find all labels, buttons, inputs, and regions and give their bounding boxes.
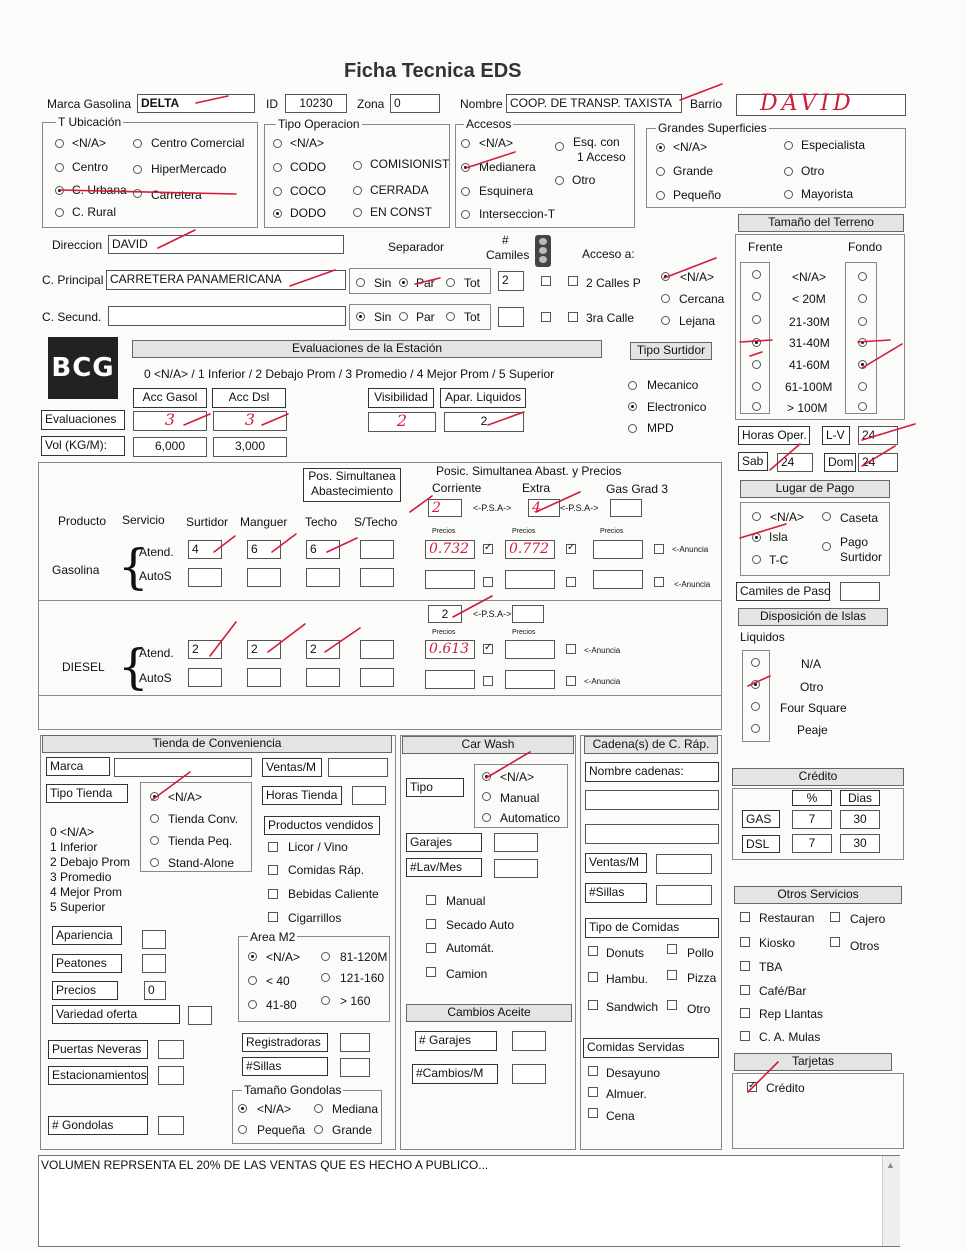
surtidor-electronico-label: Electronico	[647, 400, 707, 414]
pago-isla-label: Isla	[769, 530, 788, 544]
apariencia-label: Apariencia	[52, 926, 122, 945]
separador-label: Separador	[388, 240, 445, 254]
variedad-label: Variedad oferta	[52, 1005, 180, 1024]
horas-sab-input[interactable]: 24	[777, 453, 813, 472]
cadena-title: Cadena(s) de C. Ráp.	[584, 736, 718, 754]
tienda-marca-label: Marca	[46, 757, 110, 776]
gs-pequeno-label: Pequeño	[673, 188, 722, 202]
terreno-row-40: 31-40M	[789, 336, 830, 350]
camiles-paso-label: Camiles de Paso	[736, 582, 830, 601]
otros-llantas-label: Rep Llantas	[759, 1007, 824, 1021]
acceso-cercana-label: Cercana	[679, 292, 725, 306]
peatones-label: Peatones	[52, 954, 122, 973]
gas-atend-techo[interactable]: 6	[306, 540, 340, 559]
servidas-desayuno-label: Desayuno	[606, 1066, 661, 1080]
operacion-dodo-label: DODO	[290, 206, 326, 220]
terreno-row-more: > 100M	[787, 401, 828, 415]
c-secund-label: C. Secund.	[42, 310, 102, 324]
precios-label: Precios	[52, 981, 118, 1000]
comida-pizza-label: Pizza	[687, 971, 717, 985]
area-41-label: 41-80	[266, 998, 297, 1012]
servidas-cena-label: Cena	[606, 1109, 635, 1123]
tienda-stand-label: Stand-Alone	[168, 856, 235, 870]
credito-title: Crédito	[732, 768, 904, 786]
gondolas-label: # Gondolas	[48, 1116, 148, 1135]
gs-otro-label: Otro	[801, 164, 825, 178]
gond-mediana-label: Mediana	[332, 1102, 379, 1116]
accesos-1acceso-label: 1 Acceso	[577, 150, 626, 164]
gas-precios-label1: Precios	[432, 528, 456, 535]
gasolina-brace: {	[118, 539, 149, 595]
carwash-na-label: <N/A>	[500, 770, 535, 784]
accesos-esq-label: Esq. con	[573, 135, 620, 149]
pago-caseta-label: Caseta	[840, 511, 879, 525]
tipo-tienda-label: Tipo Tienda	[46, 784, 128, 803]
posic-label: Posic. Simultanea Abast. y Precios	[436, 464, 622, 478]
area-na-label: <N/A>	[266, 950, 301, 964]
carwash-auto-label: Automatico	[500, 811, 561, 825]
gas-precio-corriente[interactable]: 0.732	[425, 540, 475, 559]
gs-na-label: <N/A>	[673, 140, 708, 154]
carwash-manual-check-label: Manual	[446, 894, 486, 908]
credito-gas-label: GAS	[742, 810, 780, 828]
extra-label: Extra	[522, 481, 551, 495]
zona-input[interactable]: 0	[390, 94, 440, 113]
pago-tc-label: T-C	[769, 553, 789, 567]
disp-four-label: Four Square	[780, 701, 847, 715]
id-label: ID	[266, 97, 278, 111]
credito-dias-label: Dias	[840, 790, 880, 806]
otros-cajero-label: Cajero	[850, 912, 886, 926]
tipo-comidas-label: Tipo de Comidas	[585, 918, 719, 938]
dsl-atend-techo[interactable]: 2	[306, 640, 340, 659]
horas-tienda-label: Horas Tienda	[262, 786, 342, 805]
cadena-sillas-label: #Sillas	[585, 883, 647, 903]
camiles-hash-label: #	[502, 233, 509, 247]
dsl-precios-label1: Precios	[432, 629, 456, 636]
c-principal-2calles-label: 2 Calles P	[586, 276, 641, 290]
terreno-frente-label: Frente	[748, 240, 783, 254]
terreno-row-20: < 20M	[792, 292, 826, 306]
gond-pequena-label: Pequeña	[257, 1123, 306, 1137]
gond-na-label: <N/A>	[257, 1102, 292, 1116]
acceso-na-label: <N/A>	[680, 270, 715, 284]
gond-grande-label: Grande	[332, 1123, 373, 1137]
gas-autos-anuncia-label: <-Anuncia	[674, 580, 711, 589]
tienda-scale-4: 4 Mejor Prom	[50, 885, 123, 899]
dsl-pos-input[interactable]: 2	[428, 605, 462, 623]
disp-na-label: N/A	[801, 657, 822, 671]
comida-donuts-label: Donuts	[606, 946, 645, 960]
otros-mulas-label: C. A. Mulas	[759, 1030, 821, 1044]
scroll-up-icon[interactable]: ▲	[886, 1160, 895, 1170]
operacion-comisionist-label: COMISIONIST	[370, 157, 450, 171]
credito-pct-label: %	[792, 790, 832, 806]
c-principal-par-label: Par	[416, 276, 435, 290]
accesos-esquinera-label: Esquinera	[479, 184, 534, 198]
operacion-enconst-label: EN CONST	[370, 205, 433, 219]
zona-label: Zona	[357, 97, 385, 111]
tienda-title: Tienda de Conveniencia	[42, 735, 392, 753]
cambios-title: Cambios Aceite	[406, 1004, 572, 1022]
surtidor-mecanico-label: Mecanico	[647, 378, 699, 392]
horas-dom-label: Dom	[824, 453, 856, 472]
visibilidad-label: Visibilidad	[368, 388, 434, 408]
dsl-psa-label: <-P.S.A->	[473, 609, 512, 619]
gas-anuncia-label: <-Anuncia	[672, 545, 709, 554]
prod-comidas-label: Comidas Ráp.	[288, 863, 365, 877]
diesel-brace: {	[118, 639, 149, 695]
pago-surtidor-label: Surtidor	[840, 550, 883, 564]
lugar-pago-title: Lugar de Pago	[740, 480, 890, 498]
comidas-servidas-label: Comidas Servidas	[583, 1038, 719, 1058]
surtidor-title: Tipo Surtidor	[630, 342, 712, 360]
credito-gas-pct[interactable]: 7	[792, 810, 832, 829]
disposicion-liquidos-label: Liquidos	[740, 630, 785, 644]
carwash-garajes-label: Garajes	[406, 833, 482, 852]
gas-precios-label3: Precios	[600, 528, 624, 535]
gas-atend-manguer[interactable]: 6	[247, 540, 281, 559]
tienda-scale-0: 0 <N/A>	[50, 825, 95, 839]
c-principal-sin-label: Sin	[374, 276, 392, 290]
area-40-label: < 40	[266, 974, 290, 988]
page-title: Ficha Tecnica EDS	[344, 60, 522, 82]
carwash-secado-label: Secado Auto	[446, 918, 515, 932]
comida-otro-label: Otro	[687, 1002, 711, 1016]
horas-oper-label: Horas Oper.	[738, 426, 810, 445]
ubicacion-hiper-label: HiperMercado	[151, 162, 227, 176]
accesos-otro-label: Otro	[572, 173, 596, 187]
barrio-label: Barrio	[690, 97, 723, 111]
ubicacion-urbana-label: C. Urbana	[72, 183, 127, 197]
gas-precios-label2: Precios	[512, 528, 536, 535]
eval-dsl-input[interactable]: 3	[213, 411, 287, 431]
c-principal-input[interactable]: CARRETERA PANAMERICANA	[106, 270, 346, 290]
dsl-autos-label: AutoS	[139, 671, 172, 685]
terreno-row-100: 61-100M	[785, 380, 833, 394]
ubicacion-title: T Ubicación	[58, 115, 122, 129]
estacionamientos-label: Estacionamientos	[48, 1066, 148, 1085]
credito-dsl-dias[interactable]: 30	[840, 834, 880, 853]
notes-text: VOLUMEN REPRSENTA EL 20% DE LAS VENTAS QUE ES HECHO A PUBLICO...	[41, 1158, 489, 1172]
operacion-coco-label: COCO	[290, 184, 326, 198]
col-surtidor: Surtidor	[186, 515, 229, 529]
prod-cigarrillos-label: Cigarrillos	[288, 911, 342, 925]
c-secund-sin-label: Sin	[374, 310, 392, 324]
disposicion-title: Disposición de Islas	[738, 608, 888, 626]
prod-licor-label: Licor / Vino	[288, 840, 348, 854]
cambios-cambios-label: #Cambios/M	[412, 1064, 498, 1084]
terreno-row-30: 21-30M	[789, 315, 830, 329]
credito-dsl-pct[interactable]: 7	[792, 834, 832, 853]
tienda-scale-1: 1 Inferior	[50, 840, 98, 854]
evaluaciones-title: Evaluaciones de la Estación	[132, 340, 602, 358]
ubicacion-carretera-label: Carretera	[151, 188, 202, 202]
accesos-medianera-label: Medianera	[479, 160, 536, 174]
camiles-label: Camiles	[486, 248, 530, 262]
tarjetas-credito-label: Crédito	[766, 1081, 805, 1095]
disp-peaje-label: Peaje	[797, 723, 828, 737]
gs-especialista-label: Especialista	[801, 138, 866, 152]
dsl-precios-label2: Precios	[512, 629, 536, 636]
diesel-label: DIESEL	[62, 660, 105, 674]
marca-input[interactable]: DELTA	[137, 94, 255, 113]
dsl-atend-manguer[interactable]: 2	[247, 640, 281, 659]
sillas-label: #Sillas	[242, 1057, 328, 1076]
productos-vendidos-label: Productos vendidos	[264, 816, 380, 835]
terreno-title: Tamaño del Terreno	[738, 214, 904, 232]
col-producto: Producto	[58, 514, 107, 528]
tipo-operacion-title: Tipo Operacion	[278, 117, 360, 131]
carwash-title: Car Wash	[402, 736, 574, 754]
dsl-autos-anuncia-label: <-Anuncia	[584, 677, 621, 686]
terreno-row-60: 41-60M	[789, 358, 830, 372]
ubicacion-centro-label: Centro	[72, 160, 109, 174]
area-81-label: 81-120M	[340, 950, 388, 964]
gas-precio-extra[interactable]: 0.772	[505, 540, 555, 559]
c-principal-label: C. Principal	[42, 273, 104, 287]
acc-dsl-label: Acc Dsl	[212, 388, 286, 408]
tienda-na-label: <N/A>	[168, 790, 203, 804]
pos-label-line2: Abastecimiento	[310, 484, 394, 498]
gas-pos-corriente-input[interactable]: 2	[428, 499, 462, 517]
carwash-camion-label: Camion	[446, 967, 488, 981]
dsl-atend-label: Atend.	[139, 646, 174, 660]
c-principal-tot-label: Tot	[464, 276, 481, 290]
accesos-na-label: <N/A>	[479, 136, 514, 150]
gs-mayorista-label: Mayorista	[801, 187, 854, 201]
accesos-title: Accesos	[466, 117, 512, 131]
dsl-anuncia-label: <-Anuncia	[584, 646, 621, 655]
servidas-almuer-label: Almuer.	[606, 1087, 647, 1101]
c-secund-tot-label: Tot	[464, 310, 481, 324]
tienda-scale-3: 3 Promedio	[50, 870, 112, 884]
eval-vis-input[interactable]: 2	[368, 412, 436, 432]
tam-gondolas-title: Tamaño Gondolas	[244, 1083, 342, 1097]
gasolina-label: Gasolina	[52, 563, 100, 577]
pago-na-label: <N/A>	[770, 510, 805, 524]
cadena-ventas-label: Ventas/M	[585, 853, 647, 873]
operacion-codo-label: CODO	[290, 160, 326, 174]
id-input[interactable]: 10230	[285, 94, 347, 113]
ubicacion-rural-label: C. Rural	[72, 205, 117, 219]
carwash-tipo-label: Tipo	[406, 778, 464, 797]
gas-pos-extra-input[interactable]: 4	[528, 499, 560, 517]
barrio-handwritten: DAVID	[760, 91, 855, 116]
gas-psa-label2: <-P.S.A->	[560, 503, 599, 513]
operacion-cerrada-label: CERRADA	[370, 183, 429, 197]
terreno-fondo-label: Fondo	[848, 240, 883, 254]
terreno-row-na: <N/A>	[792, 270, 827, 284]
direccion-input[interactable]: DAVID	[108, 235, 344, 254]
cadena-nombre-label: Nombre cadenas:	[585, 762, 719, 782]
tienda-scale-2: 2 Debajo Prom	[50, 855, 131, 869]
col-techo: Techo	[305, 515, 338, 529]
corriente-label: Corriente	[432, 481, 482, 495]
disp-otro-label: Otro	[800, 680, 824, 694]
horas-sab-label: Sab	[738, 452, 768, 471]
col-servicio: Servicio	[122, 513, 165, 527]
marca-label: Marca Gasolina	[47, 97, 132, 111]
col-stecho: S/Techo	[354, 515, 398, 529]
otros-tba-label: TBA	[759, 960, 783, 974]
eval-gasol-input[interactable]: 3	[133, 411, 207, 431]
vol-gasol-input[interactable]: 6,000	[133, 437, 207, 457]
ubicacion-cc-label: Centro Comercial	[151, 136, 245, 150]
grandes-superficies-title: Grandes Superficies	[658, 121, 767, 135]
evaluaciones-scale: 0 <N/A> / 1 Inferior / 2 Debajo Prom / 3 Promedio / 4 Mejor Prom / 5 Superior	[144, 367, 555, 381]
comida-hambu-label: Hambu.	[606, 972, 649, 986]
gas-psa-label1: <-P.S.A->	[473, 503, 512, 513]
operacion-na-label: <N/A>	[290, 136, 325, 150]
direccion-label: Direccion	[52, 238, 103, 252]
nombre-input[interactable]: COOP. DE TRANSP. TAXISTA	[506, 94, 682, 113]
acc-gasol-label: Acc Gasol	[133, 388, 207, 408]
prod-bebidas-label: Bebidas Caliente	[288, 887, 379, 901]
carwash-manual-label: Manual	[500, 791, 540, 805]
precios-input[interactable]: 0	[144, 981, 166, 1000]
surtidor-mpd-label: MPD	[647, 421, 674, 435]
comida-sandwich-label: Sandwich	[606, 1000, 659, 1014]
tienda-ventas-label: Ventas/M	[262, 758, 322, 777]
c-principal-camiles-input[interactable]: 2	[498, 271, 524, 291]
tarjetas-title: Tarjetas	[734, 1053, 892, 1071]
col-manguer: Manguer	[240, 515, 288, 529]
bcg-logo: BCG	[48, 337, 118, 399]
carwash-automat-label: Automát.	[446, 941, 495, 955]
gas-atend-surtidor[interactable]: 4	[188, 540, 222, 559]
otros-title: Otros Servicios	[734, 886, 902, 904]
area-title: Area M2	[250, 930, 296, 944]
vol-label: Vol (KG/M):	[41, 436, 125, 456]
otros-restauran-label: Restauran	[759, 911, 815, 925]
tienda-scale-5: 5 Superior	[50, 900, 106, 914]
horas-lv-input[interactable]: 24	[858, 426, 898, 445]
accesos-interseccion-label: Interseccion-T	[479, 207, 556, 221]
eval-apar-input[interactable]: 2	[444, 412, 524, 432]
acceso-lejana-label: Lejana	[679, 314, 716, 328]
pos-label-line1: Pos. Simultanea	[308, 469, 396, 483]
gs-grande-label: Grande	[673, 164, 714, 178]
ubicacion-na-label: <N/A>	[72, 136, 107, 150]
apar-liquidos-label: Apar. Liquidos	[440, 388, 526, 408]
tienda-peq-label: Tienda Peq.	[168, 834, 233, 848]
dsl-precio[interactable]: 0.613	[425, 640, 475, 659]
cambios-garajes-label: # Garajes	[415, 1031, 497, 1051]
horas-dom-input[interactable]: 24	[858, 453, 898, 472]
registradoras-label: Registradoras	[242, 1033, 328, 1052]
otros-kiosko-label: Kiosko	[759, 936, 796, 950]
gas-atend-label: Atend.	[139, 545, 174, 559]
otros-cafe-label: Café/Bar	[759, 984, 807, 998]
credito-gas-dias[interactable]: 30	[840, 810, 880, 829]
nombre-label: Nombre	[460, 97, 503, 111]
vol-dsl-input[interactable]: 3,000	[213, 437, 287, 457]
tienda-conv-label: Tienda Conv.	[168, 812, 239, 826]
comida-pollo-label: Pollo	[687, 946, 714, 960]
c-secund-par-label: Par	[416, 310, 435, 324]
gas-grad-label: Gas Grad 3	[606, 482, 669, 496]
otros-otros-label: Otros	[850, 939, 880, 953]
evaluaciones-label: Evaluaciones	[41, 410, 125, 430]
gas-autos-label: AutoS	[139, 569, 172, 583]
pago-pago-label: Pago	[840, 535, 869, 549]
area-121-label: 121-160	[340, 971, 385, 985]
area-160-label: > 160	[340, 994, 371, 1008]
credito-dsl-label: DSL	[742, 835, 780, 853]
carwash-lav-label: #Lav/Mes	[406, 858, 482, 877]
acceso-a-label: Acceso a:	[582, 247, 635, 261]
c-secund-3ra-label: 3ra Calle	[586, 311, 635, 325]
puertas-label: Puertas Neveras	[48, 1040, 148, 1059]
horas-lv-label: L-V	[822, 426, 850, 445]
dsl-atend-surtidor[interactable]: 2	[188, 640, 222, 659]
